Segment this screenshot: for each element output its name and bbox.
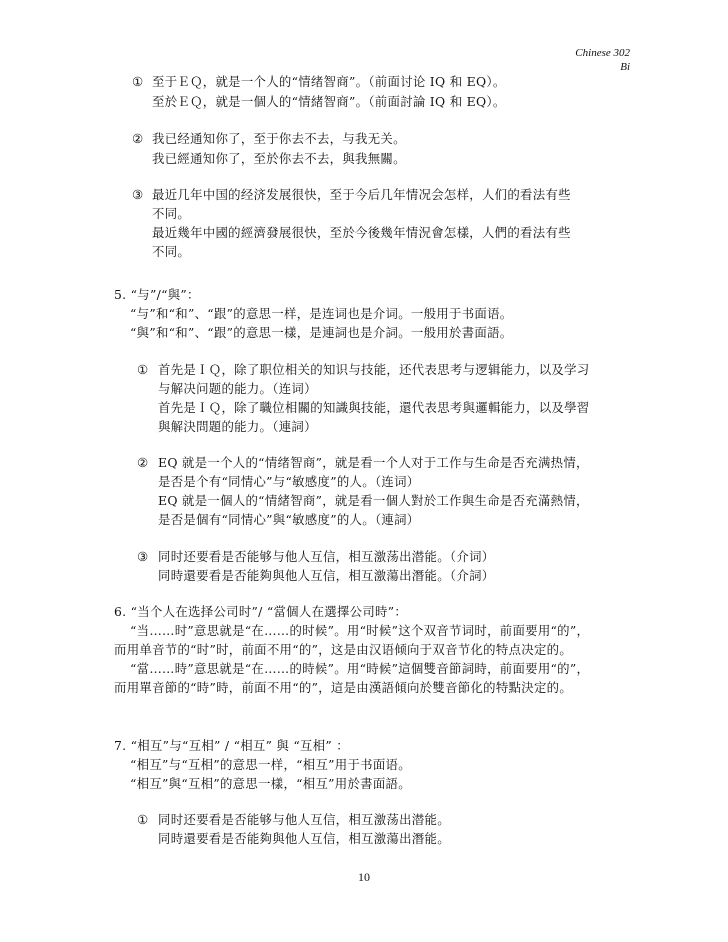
- section-heading: 7. “相互”与“互相” / “相互” 與 “互相” ：: [114, 738, 350, 753]
- example-traditional-cont: 是否是個有“同情心”與“敏感度”的人。（連詞）: [158, 512, 420, 527]
- item-marker: ③: [132, 187, 144, 202]
- explanation-simplified: “当……时”意思就是“在……的时候”。用“时候”这个双音节词时，前面要用“的”，: [130, 623, 590, 638]
- course-name: Chinese 302: [575, 47, 630, 59]
- example-simplified: 至于ＥＱ，就是一个人的“情绪智商”。（前面讨论 IQ 和 EQ）。: [152, 74, 506, 89]
- section-heading: 5. “与”/“與”：: [114, 287, 200, 302]
- example-traditional-cont: 不同。: [152, 244, 191, 259]
- item-marker: ②: [132, 131, 144, 146]
- explanation-traditional: “相互”與“互相”的意思一樣，“相互”用於書面語。: [130, 776, 411, 791]
- running-header: [575, 46, 630, 74]
- item-marker: ③: [137, 549, 149, 564]
- explanation-traditional: “與”和“和”、“跟”的意思一樣，是連詞也是介詞。一般用於書面語。: [130, 325, 513, 340]
- explanation-traditional-cont: 而用單音節的“時”時，前面不用“的”，這是由漢語傾向於雙音節化的特點決定的。: [114, 680, 573, 695]
- example-traditional: 同時還要看是否能夠與他人互信，相互激蕩出潛能。: [158, 831, 450, 846]
- example-simplified-cont: 不同。: [152, 206, 191, 221]
- example-simplified: 同时还要看是否能够与他人互信，相互激荡出潜能。: [158, 812, 450, 827]
- example-simplified: EQ 就是一个人的“情绪智商”，就是看一个人对于工作与生命是否充满热情，: [158, 455, 589, 470]
- item-marker: ①: [137, 362, 149, 377]
- example-simplified: 同时还要看是否能够与他人互信，相互激荡出潜能。（介词）: [158, 549, 495, 564]
- example-traditional: 同時還要看是否能夠與他人互信，相互激蕩出潛能。（介詞）: [158, 568, 495, 583]
- explanation-simplified-cont: 而用单音节的“时”时，前面不用“的”，这是由汉语倾向于双音节化的特点决定的。: [114, 642, 573, 657]
- section-heading: 6. “当个人在选择公司时”/ “當個人在選擇公司時”：: [114, 604, 408, 619]
- example-traditional: EQ 就是一個人的“情緒智商”，就是看一個人對於工作與生命是否充滿熱情，: [158, 493, 589, 508]
- explanation-simplified: “相互”与“互相”的意思一样，“相互”用于书面语。: [130, 757, 411, 772]
- item-marker: ①: [132, 74, 144, 89]
- explanation-traditional: “當……時”意思就是“在……的時候”。用“時候”這個雙音節詞時，前面要用“的”，: [130, 661, 590, 676]
- example-traditional-cont: 與解決問題的能力。（連詞）: [158, 419, 317, 434]
- page-number: 10: [358, 870, 370, 884]
- example-simplified: 最近几年中国的经济发展很快，至于今后几年情况会怎样，人们的看法有些: [152, 187, 571, 202]
- example-traditional: 首先是ＩＱ，除了職位相關的知識與技能，還代表思考與邏輯能力，以及學習: [158, 400, 590, 415]
- example-simplified: 我已经通知你了，至于你去不去，与我无关。: [152, 131, 406, 146]
- item-marker: ②: [137, 455, 149, 470]
- example-traditional: 至於ＥＱ，就是一個人的“情緒智商”。（前面討論 IQ 和 EQ）。: [152, 94, 506, 109]
- example-traditional: 最近幾年中國的經濟發展很快，至於今後幾年情況會怎樣，人們的看法有些: [152, 225, 571, 240]
- example-simplified-cont: 是否是个有“同情心”与“敏感度”的人。（连词）: [158, 474, 420, 489]
- example-traditional: 我已經通知你了，至於你去不去，與我無關。: [152, 151, 406, 166]
- header-subtitle: Bi: [620, 61, 630, 73]
- item-marker: ①: [137, 812, 149, 827]
- example-simplified-cont: 与解决问题的能力。（连词）: [158, 381, 317, 396]
- example-simplified: 首先是ＩＱ，除了职位相关的知识与技能，还代表思考与逻辑能力，以及学习: [158, 362, 590, 377]
- explanation-simplified: “与”和“和”、“跟”的意思一样，是连词也是介词。一般用于书面语。: [130, 306, 513, 321]
